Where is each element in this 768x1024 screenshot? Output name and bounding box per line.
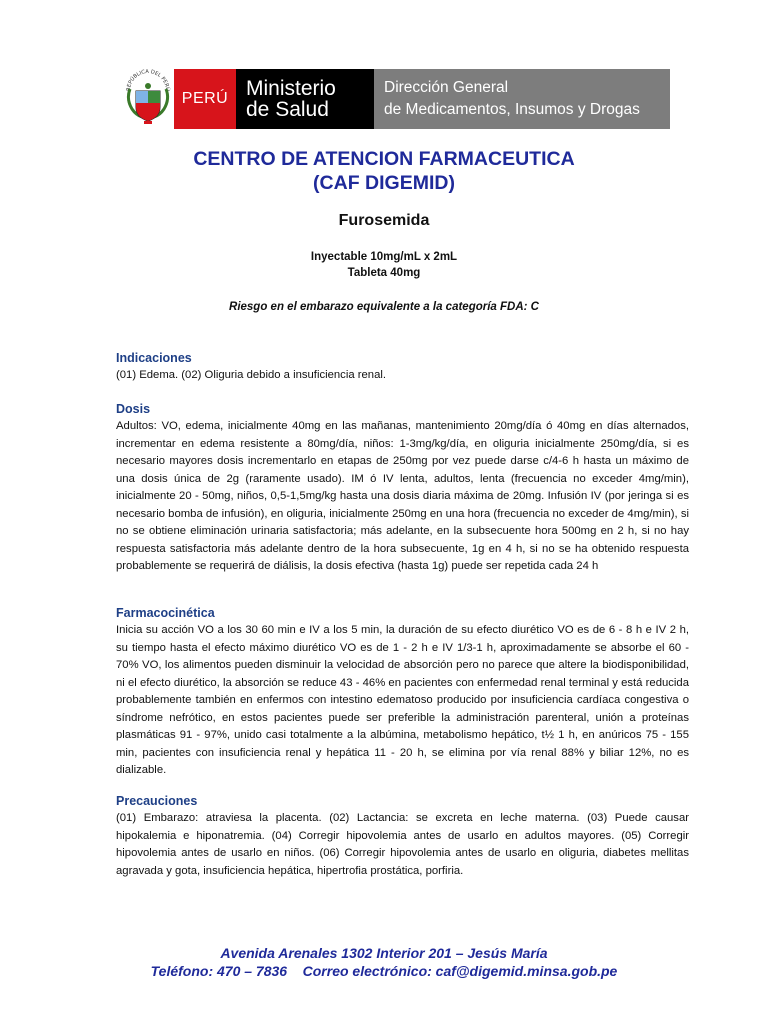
section-title-precauciones: Precauciones [116, 794, 198, 808]
drug-name: Furosemida [338, 212, 430, 229]
pregnancy-risk: Riesgo en el embarazo equivalente a la categoría FDA: C [229, 301, 539, 313]
directorate-name [374, 69, 670, 129]
page-title-line-2: (CAF DIGEMID) [313, 172, 455, 194]
section-title-farmacocinetica: Farmacocinética [116, 606, 215, 620]
section-body-farmacocinetica: Inicia su acción VO a los 30 60 min e IV a los 5 min, la duración de su efecto diurético VO es de 6 - 8 h e IV 2 h, su tiempo hasta el efecto máximo diurético VO es de 1 - 2 h e IV 1/3-1 h, aproximadamente se absorbe el 60 - 70% VO, los alimentos pueden disminuir la velocidad de absorción pero no parece que altere la biodisponibilidad, ni el efecto diurético, la absorción se reduce 43 - 46% en pacientes con enfermedad renal terminal y está reducida probablemente también en enfermos con intestino edematoso producido por insuficiencia cardíaca congestiva o síndrome nefrótico, en estos pacientes puede ser preferible la administración parenteral, unión a proteínas plasmáticas 91 - 97%, unido casi totalmente a la albúmina, metabolismo hepático, t½ 1 h, en anúricos 75 - 155 min, pacientes con insuficiencia renal y hepática 11 - 20 h, se elimina por vía renal 88% y biliar 12%, no es dializable. [116, 624, 689, 777]
svg-text:REPÚBLICA DEL PERÚ: REPÚBLICA DEL PERÚ [125, 69, 171, 92]
footer-email: Correo electrónico: caf@digemid.minsa.gob.pe [302, 963, 618, 979]
footer-contact [0, 963, 768, 979]
ministry-line-2: de Salud [246, 98, 329, 121]
footer-address: Avenida Arenales 1302 Interior 201 – Jesús María [220, 945, 548, 961]
directorate-line-1: Dirección General [384, 79, 509, 96]
section-body-dosis: Adultos: VO, edema, inicialmente 40mg en las mañanas, mantenimiento 20mg/día ó 40mg en días alternados, incrementar en edema resistente a 80mg/día, niños: 1-3mg/kg/día, en oliguria inicialmente 250mg/día, si es necesario mayores dosis incrementarlo en etapas de 250mg por vez puede darse c/4-6 h hasta un máximo de una dosis única de 2g (raramente usado). IM ó IV lenta, adultos, lenta (frecuencia no exceder 4mg/min), inicialmente 20 - 50mg, niños, 0,5-1,5mg/kg hasta una dosis diaria máxima de 20mg. Infusión IV (por jeringa si es necesario bomba de infusión), en oliguria, inicialmente 250mg en una hora (frecuencia no exceder de 4mg/min), si no se obtiene eliminación urinaria satisfactoria; más adelante, en la subsecuente hora 500mg en 2 h, si no hay respuesta satisfactoria más adelante dentro de la hora subsecuente, 1g en 4 h, si no se ha obtenido respuesta probablemente se requerirá de diálisis, la dosis efectiva (hasta 1g) puede ser repetida cada 24 h [116, 420, 689, 573]
section-body-precauciones: (01) Embarazo: atraviesa la placenta. (02) Lactancia: se excreta en leche materna. (03) Puede causar hipokalemia e hiponatremia. (04) Corregir hipovolemia antes de usarlo en adultos mayores. (05) Corregir hipovolemia antes de usarlo en niños. (06) Corregir hipovolemia antes de usarlo en oliguria, diabetes mellitas agravada y gota, insuficiencia hepática, hipertrofia prostática, porfiria. [116, 812, 689, 877]
footer-phone: Teléfono: 470 – 7836 [150, 963, 288, 979]
peru-label: PERÚ [174, 69, 236, 129]
coat-of-arms-icon [122, 69, 174, 129]
section-title-indicaciones: Indicaciones [116, 351, 192, 365]
section-title-dosis: Dosis [116, 402, 151, 416]
presentation-tablet: Tableta 40mg [347, 267, 421, 279]
presentation-injectable: Inyectable 10mg/mL x 2mL [310, 251, 458, 263]
header-banner [122, 69, 670, 129]
section-body-indicaciones: (01) Edema. (02) Oliguria debido a insuficiencia renal. [116, 369, 387, 381]
ministry-name [236, 69, 374, 129]
page-title-line-1: CENTRO DE ATENCION FARMACEUTICA [193, 148, 575, 170]
directorate-line-2: de Medicamentos, Insumos y Drogas [384, 101, 640, 118]
ministry-line-1: Ministerio [246, 77, 336, 100]
